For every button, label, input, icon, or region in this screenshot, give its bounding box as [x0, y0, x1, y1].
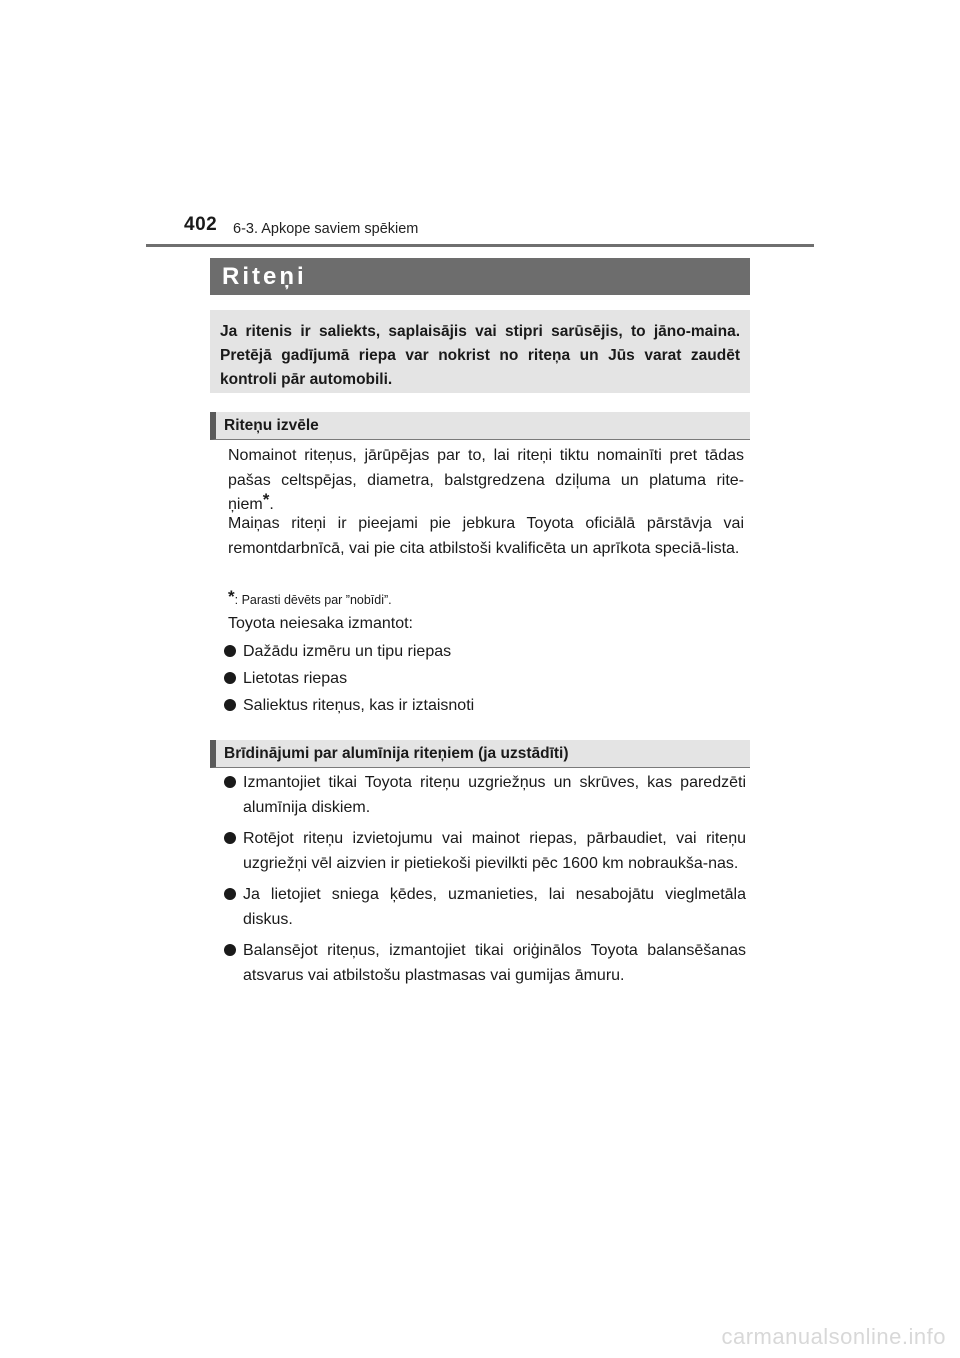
paragraph-availability: Maiņas riteņi ir pieejami pie jebkura Toyota oficiālā pārstāvja vai remontdarbnīcā, vai pie cita atbilstoši kvalificēta un aprīkota speciā-lista. — [228, 515, 744, 557]
warning-box: Ja ritenis ir saliekts, saplaisājis vai stipri sarūsējis, to jāno-maina. Pretējā gadījumā riepa var nokrist no riteņa un Jūs varat zaudēt kontroli pār automobili. — [210, 310, 750, 393]
not-recommended-list — [224, 640, 746, 721]
list-item — [224, 939, 746, 988]
bullet-icon — [224, 645, 236, 657]
page-title: Riteņi — [210, 258, 750, 295]
footnote-marker: * — [262, 490, 270, 509]
bullet-icon — [224, 672, 236, 684]
list-item — [224, 667, 746, 692]
list-item — [224, 883, 746, 932]
watermark: carmanualsonline.info — [721, 1324, 946, 1349]
list-item-text: Balansējot riteņus, izmantojiet tikai oriģinālos Toyota balansēšanas atsvarus vai atbilstošu plastmasas vai gumijas āmuru. — [243, 942, 746, 984]
paragraph-text: Nomainot riteņus, jārūpējas par to, lai riteņi tiktu nomainīti pret tādas pašas celtspējas, diametra, balstgredzena dziļuma un platuma rite-ņiem — [228, 447, 744, 513]
list-item-text: Izmantojiet tikai Toyota riteņu uzgriežņus un skrūves, kas paredzēti alumīnija diskiem. — [243, 774, 746, 816]
bullet-icon — [224, 944, 236, 956]
section-heading-aluminum-warnings: Brīdinājumi par alumīnija riteņiem (ja uzstādīti) — [210, 740, 750, 768]
paragraph-wheel-replacement — [228, 444, 744, 518]
list-item-text: Saliektus riteņus, kas ir iztaisnoti — [243, 697, 475, 714]
bullet-icon — [224, 832, 236, 844]
list-item-text: Rotējot riteņu izvietojumu vai mainot riepas, pārbaudiet, vai riteņu uzgriežņi vēl aizvien ir pietiekoši pievilkti pēc 1600 km nobraukša-nas. — [243, 830, 746, 872]
list-intro: Toyota neiesaka izmantot: — [228, 615, 413, 632]
list-item-text: Dažādu izmēru un tipu riepas — [243, 643, 452, 660]
page-number: 402 — [184, 214, 218, 235]
list-item — [224, 640, 746, 665]
bullet-icon — [224, 888, 236, 900]
list-item — [224, 694, 746, 719]
header-divider — [146, 244, 814, 247]
paragraph-end: . — [269, 496, 274, 513]
footnote — [228, 587, 392, 607]
list-item-text: Lietotas riepas — [243, 670, 348, 687]
list-item — [224, 827, 746, 876]
section-heading-wheel-selection: Riteņu izvēle — [210, 412, 750, 440]
list-item-text: Ja lietojiet sniega ķēdes, uzmanieties, lai nesabojātu vieglmetāla diskus. — [243, 886, 746, 928]
bullet-icon — [224, 699, 236, 711]
section-reference: 6-3. Apkope saviem spēkiem — [233, 221, 419, 237]
footnote-text: : Parasti dēvēts par ”nobīdi”. — [234, 593, 392, 607]
list-item — [224, 771, 746, 820]
aluminum-warnings-list — [224, 771, 746, 995]
bullet-icon — [224, 776, 236, 788]
footnote-star: * — [228, 587, 235, 606]
